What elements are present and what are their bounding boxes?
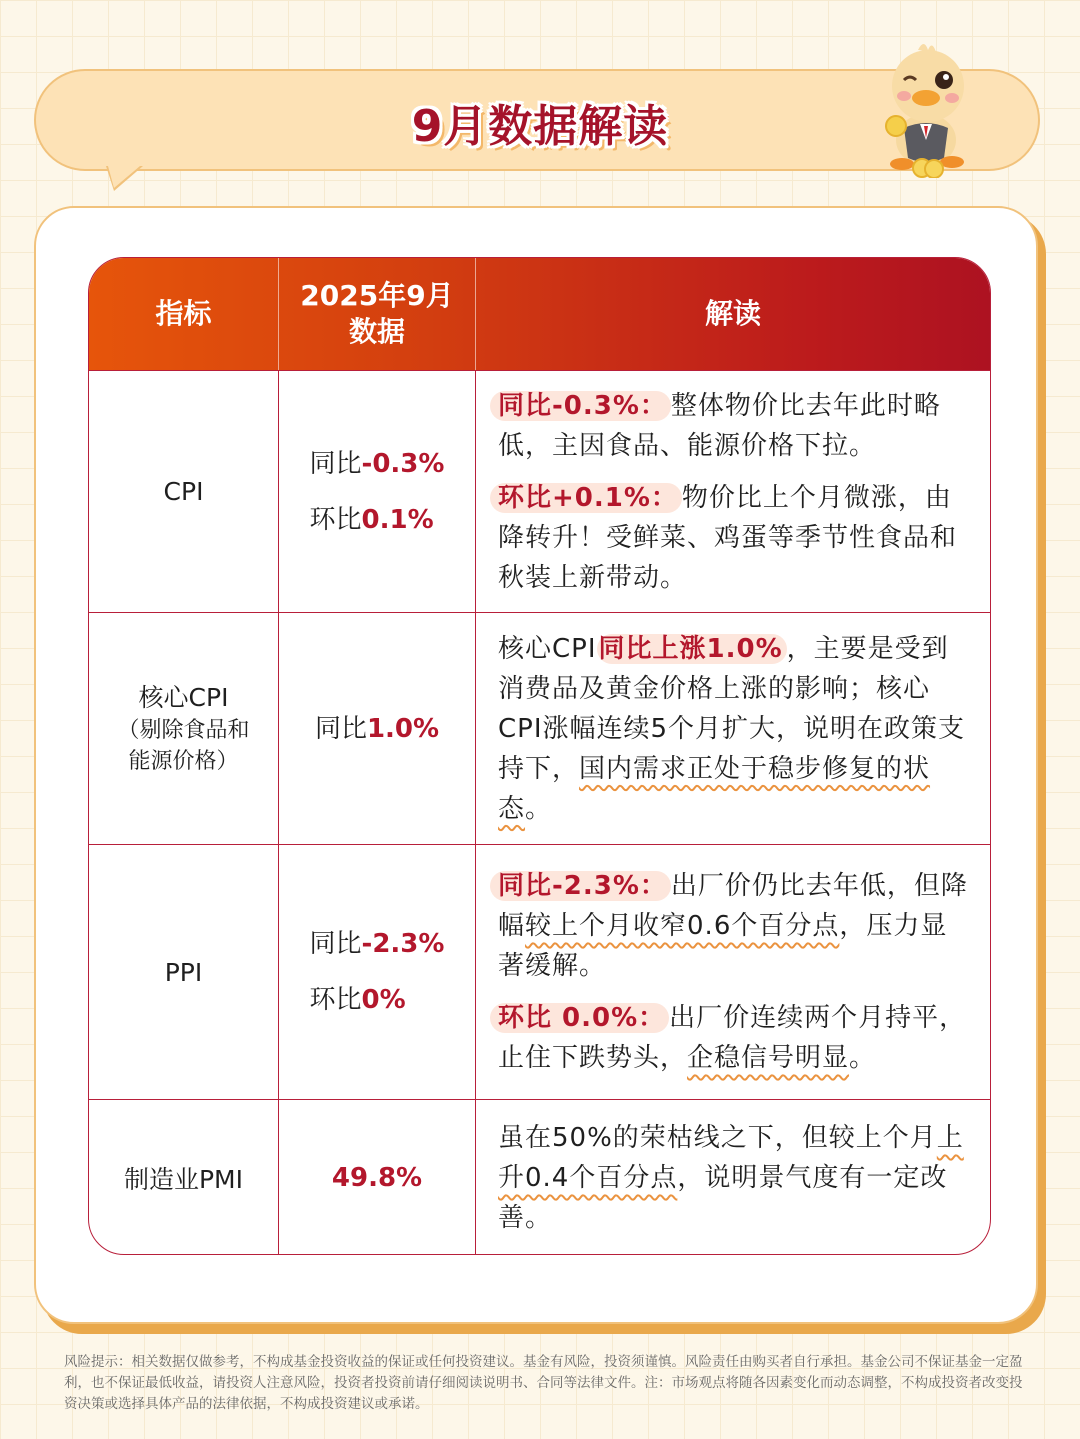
wavy-underlined-text: 较上个月收窄0.6个百分点 <box>525 911 840 941</box>
table-row-pmi <box>89 1099 990 1255</box>
interpretation-text: 。 <box>849 1043 877 1073</box>
interpretation-text: 出厂价仍比去年低，但降幅 <box>498 871 968 941</box>
data-value: -0.3% <box>361 448 445 479</box>
data-cell <box>279 613 476 844</box>
table-row-core-cpi <box>89 612 990 844</box>
interpretation-text: 出厂价连续两个月持平，止住下跌势头， <box>498 1003 967 1073</box>
interpretation-text: 物价比上个月微涨，由降转升！受鲜菜、鸡蛋等季节性食品和秋装上新带动。 <box>498 482 958 593</box>
column-header-indicator: 指标 <box>89 258 279 370</box>
wavy-underlined-text: 上升0.4个百分点 <box>498 1123 964 1193</box>
interpretation-text: 虽在50%的荣枯线之下，但较上个月 <box>498 1123 937 1153</box>
indicator-cell: PPI <box>89 845 279 1099</box>
indicator-note: 能源价格） <box>128 748 239 774</box>
data-cell <box>279 371 476 612</box>
data-value: 1.0% <box>366 713 440 744</box>
data-label: 同比 <box>309 448 362 479</box>
data-label: 同比 <box>314 713 367 744</box>
data-label: 同比 <box>309 929 362 959</box>
indicator-cell <box>89 613 279 844</box>
interpretation-cell <box>476 845 990 1099</box>
duck-mascot-icon <box>878 28 978 178</box>
indicator-name: 核心CPI <box>138 682 229 712</box>
column-header-data <box>279 258 476 370</box>
table-header <box>89 258 990 370</box>
banner-tail <box>108 166 140 188</box>
interpretation-text: 。 <box>525 793 553 824</box>
data-value: -2.3% <box>361 929 445 959</box>
indicator-note: （剔除食品和 <box>117 717 250 743</box>
column-header-data-line2: 数据 <box>348 315 405 348</box>
interpretation-text: 核心CPI <box>498 633 597 664</box>
data-value: 0.1% <box>361 504 434 535</box>
page-title: 9月数据解读 <box>411 101 669 152</box>
data-label: 环比 <box>309 985 362 1015</box>
interpretation-text: ，说明景气度有一定改善。 <box>498 1163 948 1233</box>
indicator-cell: 制造业PMI <box>89 1100 279 1255</box>
highlight-badge: 同比-2.3%： <box>490 871 671 901</box>
table-row-cpi <box>89 370 990 612</box>
wavy-underlined-text: 企稳信号明显 <box>687 1043 850 1073</box>
table-row-ppi <box>89 844 990 1099</box>
risk-disclaimer: 风险提示：相关数据仅做参考，不构成基金投资收益的保证或任何投资建议。基金有风险，投资须谨慎。风险责任由购买者自行承担。基金公司不保证基金一定盈利，也不保证最低收益，请投资人注意风险，投资者投资前请仔细阅读说明书、合同等法律文件。注：市场观点将随各因素变化而动态调整，不构成投资者改变投资决策或选择具体产品的法律依据，不构成投资建议或承诺。 <box>64 1354 1023 1412</box>
interpretation-text: ，主要是受到消费品及黄金价格上涨的影响；核心CPI涨幅连续5个月扩大，说明在政策支持下， <box>498 633 966 784</box>
interpretation-text: ，压力显著缓解。 <box>498 911 948 981</box>
data-table <box>88 257 991 1255</box>
highlight-badge: 环比 0.0%： <box>490 1003 669 1033</box>
data-value: 49.8% <box>331 1163 423 1193</box>
highlight-badge: 同比-0.3%： <box>490 391 671 421</box>
indicator-cell: CPI <box>89 371 279 612</box>
interpretation-cell <box>476 613 990 844</box>
data-cell <box>279 1100 476 1255</box>
highlight-badge: 环比+0.1%： <box>490 483 682 513</box>
wavy-underlined-text: 国内需求正处于稳步修复的状态 <box>498 753 931 824</box>
column-header-data-line1: 2025年9月 <box>300 278 454 312</box>
highlight-badge: 同比上涨1.0% <box>597 634 787 664</box>
interpretation-cell <box>476 1100 990 1255</box>
data-label: 环比 <box>309 504 362 535</box>
interpretation-cell <box>476 371 990 612</box>
interpretation-text: 整体物价比去年此时略低，主因食品、能源价格下拉。 <box>498 390 941 461</box>
data-cell <box>279 845 476 1099</box>
column-header-interpretation: 解读 <box>704 296 761 330</box>
data-value: 0% <box>361 985 406 1015</box>
